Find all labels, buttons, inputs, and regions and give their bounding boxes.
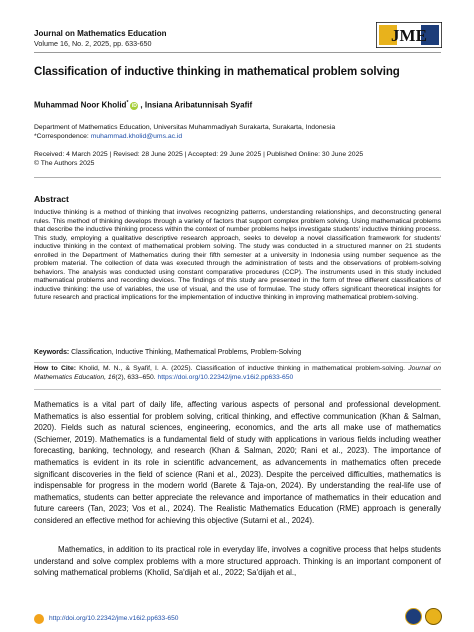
divider <box>34 362 441 363</box>
email-link[interactable]: muhammad.kholid@ums.ac.id <box>90 132 183 140</box>
logo-text: JME <box>391 26 427 45</box>
corresponding-mark: * <box>126 100 129 106</box>
cite-journal: Journal on Mathematics Education, 16 <box>34 365 442 381</box>
cite-label: How to Cite: <box>34 365 76 372</box>
cite-issue: (2), 633–650. <box>115 373 158 381</box>
paper-title: Classification of inductive thinking in mathematical problem solving <box>34 66 400 78</box>
abstract-text: Inductive thinking is a method of thinking that involves recognizing patterns, understanding relationships, and deconstructing general rules. This method of thinking develops through a variety of factors that support complex problem solving. Using mathematical problems that describe the inductive thinking process within the context of number problems helps investigate students' inductive thinking process. This study, employing a qualitative descriptive research approach, seeks to develop a novel classification framework for students' inductive thinking in the context of mathematical problem solving. The study was conducted in a structured manner on 21 students enrolled in the Department of Mathematics during their fifth semester at a university in Indonesia using number sequence as the problem material. The collection of data was executed through the administration of tests and the observations of problem-solving behaviors. The analysis was conducted using constant comparative procedures (CCP). The instruments used in this study included mathematical problems and recording devices. The findings of this study are presented in the form of three different classifications of inductive thinking: the use of variables, the use of visual, and the use of formulae. The study offers significant theoretical insights for future research and practical implications for the implementation of inductive thinking in improving mathematical problem-solving. <box>34 209 441 302</box>
jme-logo <box>376 22 442 48</box>
doi-icon <box>34 614 44 624</box>
affiliation-line: Department of Mathematics Education, Universitas Muhammadiyah Surakarta, Surakarta, Indonesia <box>34 124 336 131</box>
keywords <box>34 349 441 356</box>
authors <box>34 100 252 110</box>
cite-doi-link[interactable]: https://doi.org/10.22342/jme.v16i2.pp633-650 <box>157 373 294 381</box>
divider <box>34 177 441 178</box>
how-to-cite <box>34 365 441 382</box>
correspondence <box>34 133 444 142</box>
footer-doi-link[interactable]: http://doi.org/10.22342/jme.v16i2.pp633-650 <box>49 615 179 622</box>
correspondence-label: *Correspondence: <box>34 132 91 140</box>
society-seal-icon <box>425 608 442 625</box>
keywords-label: Keywords: <box>34 349 70 356</box>
author-first: Muhammad Noor Kholid <box>34 100 127 110</box>
body-paragraph-2: Mathematics, in addition to its practical role in everyday life, involves a cognitive process that helps students understand and solve complex problems with a more structured approach. Thinking is an important component of solving mathematical problems (Kholid, Sa'dijah et al., 2022; Sa'dijah et al., <box>34 545 441 578</box>
author-second: , Insiana Aribatunnisah Syafif <box>140 100 253 110</box>
orcid-icon[interactable]: iD <box>131 102 137 109</box>
cite-text: Kholid, M. N., & Syafif, I. A. (2025). Classification of inductive thinking in mathematical problem-solving. <box>75 365 409 372</box>
copyright-line: © The Authors 2025 <box>34 160 95 168</box>
dates <box>34 150 444 168</box>
abstract-heading: Abstract <box>34 194 69 204</box>
journal-name: Journal on Mathematics Education <box>34 29 167 38</box>
body-paragraph-1: Mathematics is a vital part of daily life, affecting various aspects of personal and professional development. Mathematics is also essential for problem solving, critical thinking, and effective communication (Khan & Salman, 2020). Fields such as natural sciences, engineering, economics, and the arts all make use of mathematics (Schiemer, 2019). Mathematics is a fundamental field of study with applications in various fields including weather forecasting, banking, technology, and research (Khan & Salman, 2020; Rani et al., 2023). The importance of mathematics is evident in its role in scientific advancement, as advancements in mathematics often precede significant discoveries in the field of science (Rani et al., 2023). Despite the perceived difficulties, mathematics is indispensable for progress in the modern world (Barete & Taja-on, 2024). By understanding the real-life use of mathematics, students can better appreciate the relevance and importance of mathematics in their education and future careers (Tan, 2023; Vos et al., 2024). The Realistic Mathematics Education (RME) approach is generally considered an effective method for achieving this objective (Sutarni et al., 2024). <box>34 400 441 525</box>
university-seal-icon <box>405 608 422 625</box>
header-rule <box>34 52 441 53</box>
journal-volume: Volume 16, No. 2, 2025, pp. 633-650 <box>34 39 152 48</box>
affiliation <box>34 124 444 142</box>
history-line: Received: 4 March 2025 | Revised: 28 June 2025 | Accepted: 29 June 2025 | Published Online: 30 June 2025 <box>34 151 364 158</box>
divider <box>34 389 441 390</box>
keywords-list: Classification, Inductive Thinking, Mathematical Problems, Problem-Solving <box>69 349 302 356</box>
